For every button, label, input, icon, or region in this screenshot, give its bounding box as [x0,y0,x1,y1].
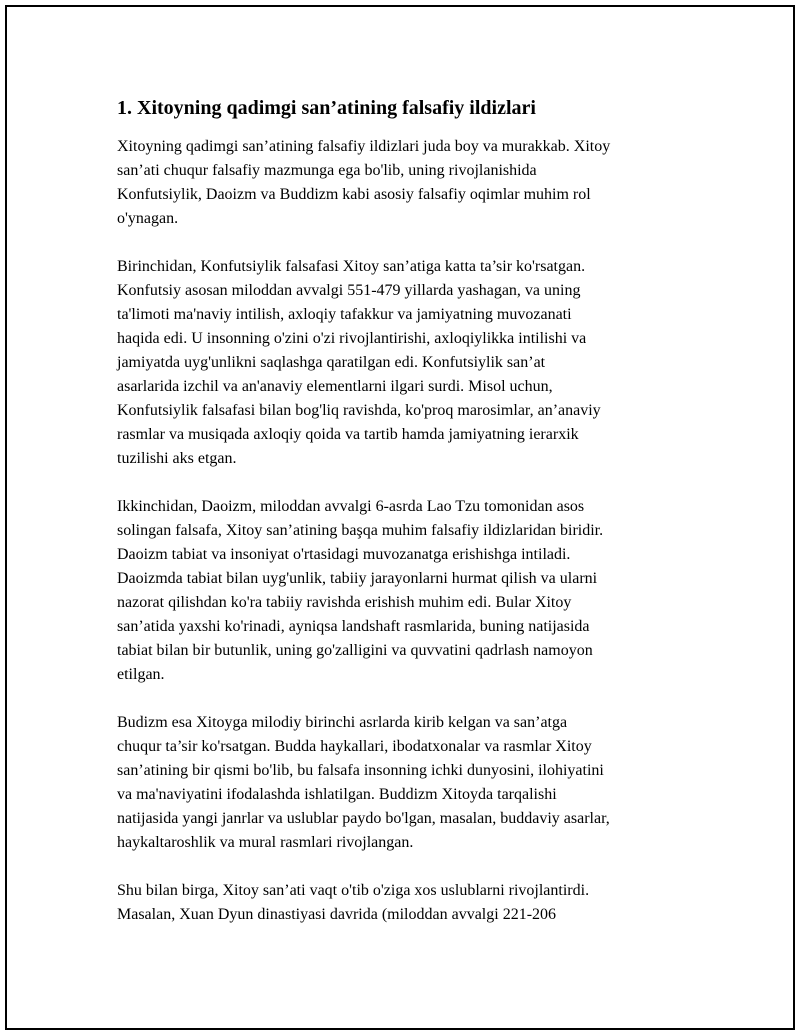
text-line: Konfutsiylik falsafasi bilan bog'liq ravishda, ko'proq marosimlar, an’anaviy [117,402,601,419]
text-line: jamiyatda uyg'unlikni saqlashga qaratilgan edi. Konfutsiylik san’at [117,354,546,371]
paragraph-styles [117,879,697,927]
text-line: tabiat bilan bir butunlik, uning go'zalligini va quvvatini qadrlash namoyon [117,642,593,659]
text-line: rasmlar va musiqada axloqiy qoida va tartib hamda jamiyatning ierarxik [117,426,579,443]
paragraph-intro [117,135,697,231]
text-line: tuzilishi aks etgan. [117,450,237,467]
text-line: etilgan. [117,666,165,683]
text-line: san’atining bir qismi bo'lib, bu falsafa insonning ichki dunyosini, ilohiyatini [117,762,604,779]
text-line: san’atida yaxshi ko'rinadi, ayniqsa landshaft rasmlarida, buning natijasida [117,618,590,635]
text-line: Birinchidan, Konfutsiylik falsafasi Xitoy san’atiga katta ta’sir ko'rsatgan. [117,258,586,275]
text-line: Xitoyning qadimgi san’atining falsafiy ildizlari juda boy va murakkab. Xitoy [117,138,611,155]
paragraph-confucianism [117,255,697,471]
text-line: nazorat qilishdan ko'ra tabiiy ravishda erishish muhim edi. Bular Xitoy [117,594,572,611]
text-line: Konfutsiylik, Daoizm va Buddizm kabi asosiy falsafiy oqimlar muhim rol [117,186,591,203]
text-line: Masalan, Xuan Dyun dinastiyasi davrida (miloddan avvalgi 221-206 [117,906,557,923]
text-line: ta'limoti ma'naviy intilish, axloqiy tafakkur va jamiyatning muvozanati [117,306,572,323]
text-line: chuqur ta’sir ko'rsatgan. Budda haykallari, ibodatxonalar va rasmlar Xitoy [117,738,592,755]
section-heading: 1. Xitoyning qadimgi san’atining falsafiy ildizlari [117,97,536,119]
text-line: san’ati chuqur falsafiy mazmunga ega bo'lib, uning rivojlanishida [117,162,537,179]
text-line: haqida edi. U insonning o'zini o'zi rivojlantirishi, axloqiylikka intilishi va [117,330,587,347]
text-line: Budizm esa Xitoyga milodiy birinchi asrlarda kirib kelgan va san’atga [117,714,568,731]
text-line: Ikkinchidan, Daoizm, miloddan avvalgi 6-asrda Lao Tzu tomonidan asos [117,498,585,515]
text-line: va ma'naviyatini ifodalashda ishlatilgan. Buddizm Xitoyda tarqalishi [117,786,557,803]
text-line: Konfutsiy asosan miloddan avvalgi 551-479 yillarda yashagan, va uning [117,282,581,299]
document-body [117,96,697,951]
text-line: haykaltaroshlik va mural rasmlari rivojlangan. [117,834,414,851]
paragraph-daoism [117,495,697,687]
text-line: o'ynagan. [117,210,179,227]
paragraph-buddhism [117,711,697,855]
text-line: Shu bilan birga, Xitoy san’ati vaqt o'tib o'ziga xos uslublarni rivojlantirdi. [117,882,590,899]
text-line: solingan falsafa, Xitoy san’atining başqa muhim falsafiy ildizlaridan biridir. [117,522,604,539]
text-line: natijasida yangi janrlar va uslublar paydo bo'lgan, masalan, buddaviy asarlar, [117,810,610,827]
text-line: asarlarida izchil va an'anaviy elementlarni ilgari surdi. Misol uchun, [117,378,553,395]
text-line: Daoizm tabiat va insoniyat o'rtasidagi muvozanatga erishishga intiladi. [117,546,571,563]
text-line: Daoizmda tabiat bilan uyg'unlik, tabiiy jarayonlarni hurmat qilish va ularni [117,570,598,587]
